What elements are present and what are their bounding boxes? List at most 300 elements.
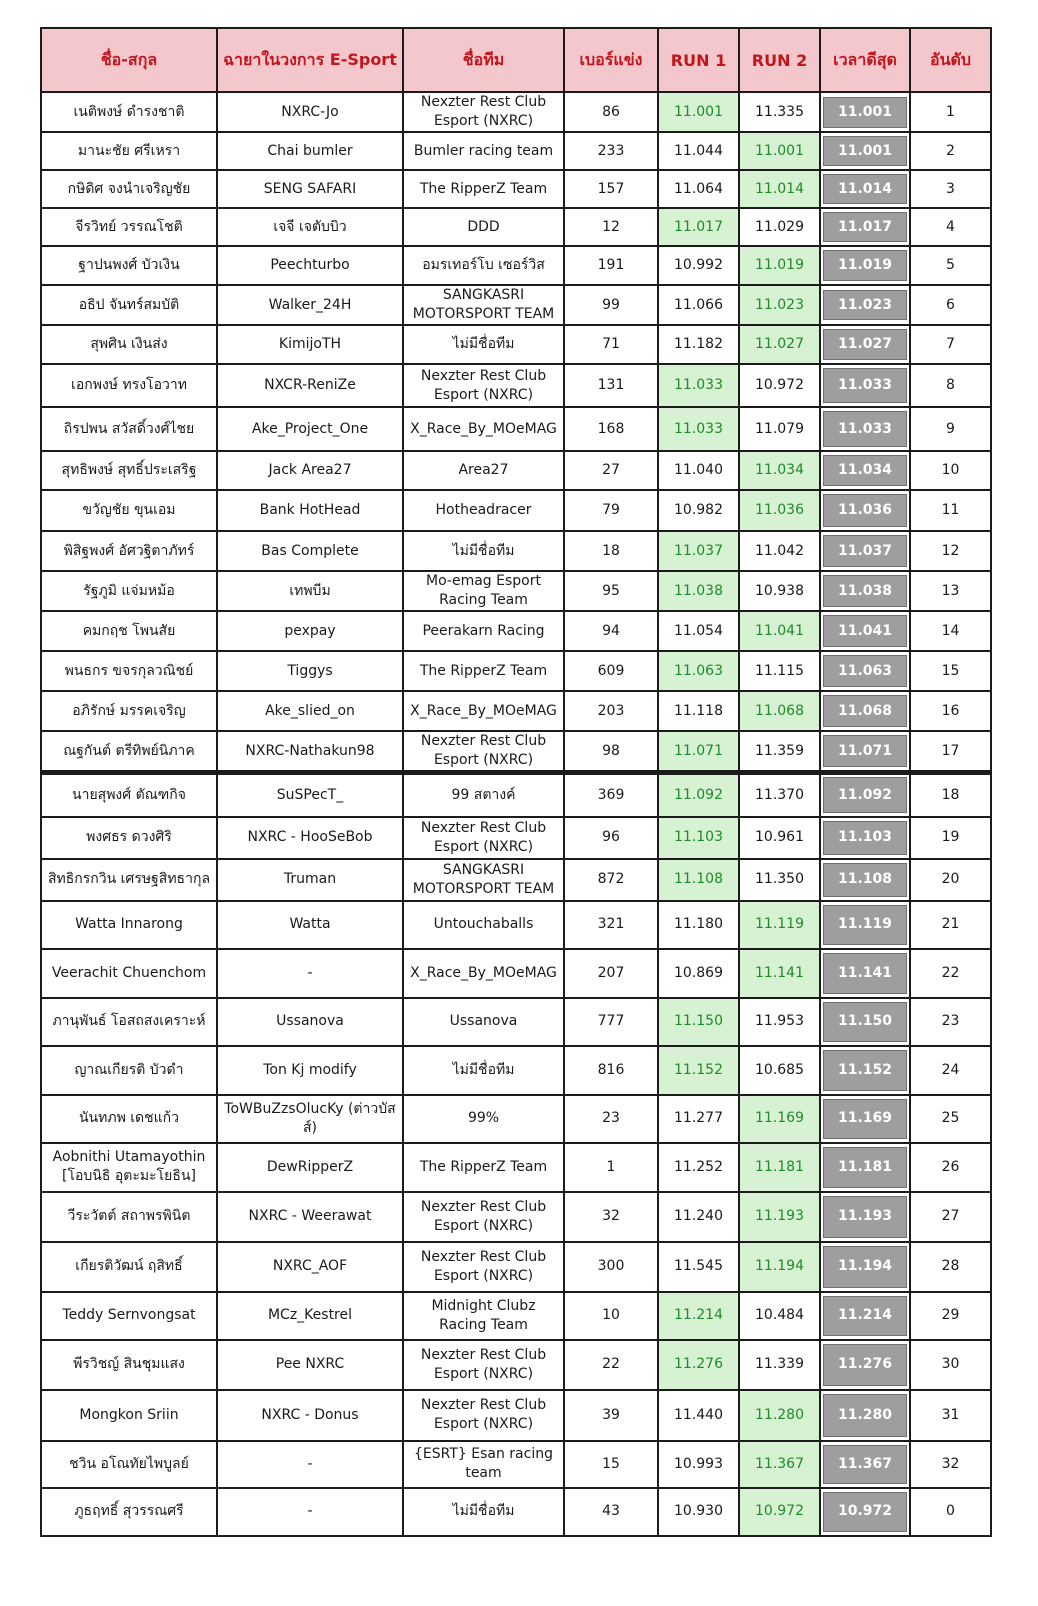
table-row bbox=[41, 571, 991, 611]
cell-best-time bbox=[820, 817, 910, 859]
cell-run2: 11.370 bbox=[739, 773, 820, 817]
cell-best-time bbox=[820, 901, 910, 949]
table-row bbox=[41, 949, 991, 998]
cell-team: SANGKASRI MOTORSPORT TEAM bbox=[403, 859, 564, 901]
cell-alias: Pee NXRC bbox=[217, 1340, 403, 1390]
cell-team: {ESRT} Esan racing team bbox=[403, 1441, 564, 1488]
cell-rank: 1 bbox=[910, 92, 991, 132]
best-time-value: 11.068 bbox=[823, 695, 907, 727]
cell-rank: 9 bbox=[910, 407, 991, 451]
table-row bbox=[41, 901, 991, 949]
cell-run1: 11.252 bbox=[658, 1143, 739, 1192]
cell-rank: 25 bbox=[910, 1095, 991, 1143]
cell-run2: 11.023 bbox=[739, 285, 820, 325]
cell-name: นายสุพงศ์ ตัณฑกิจ bbox=[41, 773, 217, 817]
cell-run2: 11.019 bbox=[739, 246, 820, 285]
cell-run1: 11.063 bbox=[658, 651, 739, 691]
cell-run2: 11.034 bbox=[739, 451, 820, 490]
cell-name: รัฐภูมิ แจ่มหม้อ bbox=[41, 571, 217, 611]
cell-run2: 11.042 bbox=[739, 531, 820, 571]
cell-run2: 11.027 bbox=[739, 325, 820, 364]
results-table bbox=[40, 27, 992, 1537]
cell-alias: เทพบีม bbox=[217, 571, 403, 611]
cell-rank: 6 bbox=[910, 285, 991, 325]
cell-alias: NXRC_AOF bbox=[217, 1242, 403, 1292]
cell-alias: NXCR-ReniZe bbox=[217, 364, 403, 407]
cell-alias: - bbox=[217, 949, 403, 998]
best-time-value: 11.152 bbox=[823, 1050, 907, 1091]
cell-run2: 10.961 bbox=[739, 817, 820, 859]
table-row bbox=[41, 451, 991, 490]
cell-rank: 0 bbox=[910, 1488, 991, 1536]
cell-number: 99 bbox=[564, 285, 658, 325]
cell-alias: DewRipperZ bbox=[217, 1143, 403, 1192]
cell-alias: MCz_Kestrel bbox=[217, 1292, 403, 1340]
cell-rank: 23 bbox=[910, 998, 991, 1046]
cell-number: 43 bbox=[564, 1488, 658, 1536]
cell-run1: 10.993 bbox=[658, 1441, 739, 1488]
cell-alias: Walker_24H bbox=[217, 285, 403, 325]
cell-number: 39 bbox=[564, 1390, 658, 1441]
cell-best-time bbox=[820, 92, 910, 132]
cell-run1: 11.276 bbox=[658, 1340, 739, 1390]
table-row bbox=[41, 132, 991, 170]
cell-team: ไม่มีชื่อทีม bbox=[403, 1488, 564, 1536]
cell-team: Nexzter Rest Club Esport (NXRC) bbox=[403, 817, 564, 859]
cell-name: วีระวัตต์ สถาพรพินิต bbox=[41, 1192, 217, 1242]
cell-name: พนธกร ขจรกุลวณิชย์ bbox=[41, 651, 217, 691]
cell-run2: 11.359 bbox=[739, 731, 820, 773]
table-row bbox=[41, 731, 991, 773]
best-time-value: 11.036 bbox=[823, 494, 907, 527]
header-rank: อันดับ bbox=[910, 28, 991, 92]
cell-team: Midnight Clubz Racing Team bbox=[403, 1292, 564, 1340]
cell-number: 203 bbox=[564, 691, 658, 731]
cell-run2: 11.029 bbox=[739, 208, 820, 246]
cell-number: 86 bbox=[564, 92, 658, 132]
cell-run1: 11.182 bbox=[658, 325, 739, 364]
table-row bbox=[41, 1390, 991, 1441]
cell-alias: Tiggys bbox=[217, 651, 403, 691]
cell-rank: 24 bbox=[910, 1046, 991, 1095]
cell-best-time bbox=[820, 285, 910, 325]
cell-alias: Ussanova bbox=[217, 998, 403, 1046]
cell-number: 233 bbox=[564, 132, 658, 170]
cell-run2: 10.938 bbox=[739, 571, 820, 611]
cell-run2: 11.194 bbox=[739, 1242, 820, 1292]
cell-run1: 11.037 bbox=[658, 531, 739, 571]
best-time-value: 11.001 bbox=[823, 136, 907, 166]
cell-number: 94 bbox=[564, 611, 658, 651]
cell-name: อภิรักษ์ มรรคเจริญ bbox=[41, 691, 217, 731]
table-row bbox=[41, 1192, 991, 1242]
cell-number: 22 bbox=[564, 1340, 658, 1390]
cell-run2: 11.367 bbox=[739, 1441, 820, 1488]
cell-number: 131 bbox=[564, 364, 658, 407]
cell-number: 207 bbox=[564, 949, 658, 998]
cell-run1: 11.152 bbox=[658, 1046, 739, 1095]
cell-team: ไม่มีชื่อทีม bbox=[403, 531, 564, 571]
cell-run1: 11.150 bbox=[658, 998, 739, 1046]
cell-number: 321 bbox=[564, 901, 658, 949]
best-time-value: 11.017 bbox=[823, 212, 907, 242]
cell-run1: 11.118 bbox=[658, 691, 739, 731]
cell-best-time bbox=[820, 1242, 910, 1292]
best-time-value: 11.169 bbox=[823, 1099, 907, 1139]
cell-run1: 11.064 bbox=[658, 170, 739, 208]
cell-team: Nexzter Rest Club Esport (NXRC) bbox=[403, 731, 564, 773]
cell-name: สุทธิพงษ์ สุทธิ์ประเสริฐ bbox=[41, 451, 217, 490]
cell-best-time bbox=[820, 1488, 910, 1536]
cell-run2: 11.335 bbox=[739, 92, 820, 132]
cell-run2: 11.339 bbox=[739, 1340, 820, 1390]
cell-best-time bbox=[820, 1340, 910, 1390]
cell-name: ณฐกันต์ ตรีทิพย์นิภาค bbox=[41, 731, 217, 773]
cell-best-time bbox=[820, 490, 910, 531]
table-row bbox=[41, 1242, 991, 1292]
cell-alias: เจจี เจตับบิว bbox=[217, 208, 403, 246]
cell-team: X_Race_By_MOeMAG bbox=[403, 691, 564, 731]
cell-run1: 11.545 bbox=[658, 1242, 739, 1292]
cell-rank: 4 bbox=[910, 208, 991, 246]
header-team: ชื่อทีม bbox=[403, 28, 564, 92]
table-row bbox=[41, 651, 991, 691]
best-time-value: 11.071 bbox=[823, 735, 907, 767]
cell-team: X_Race_By_MOeMAG bbox=[403, 949, 564, 998]
best-time-value: 11.038 bbox=[823, 575, 907, 607]
cell-best-time bbox=[820, 170, 910, 208]
cell-name: ขวัญชัย ขุนเอม bbox=[41, 490, 217, 531]
cell-team: The RipperZ Team bbox=[403, 170, 564, 208]
cell-best-time bbox=[820, 571, 910, 611]
cell-alias: ToWBuZzsOlucKy (ต่าวบัสส์) bbox=[217, 1095, 403, 1143]
cell-run1: 11.038 bbox=[658, 571, 739, 611]
cell-name: Mongkon Sriin bbox=[41, 1390, 217, 1441]
cell-number: 816 bbox=[564, 1046, 658, 1095]
cell-run1: 11.180 bbox=[658, 901, 739, 949]
cell-team: DDD bbox=[403, 208, 564, 246]
header-alias: ฉายาในวงการ E-Sport bbox=[217, 28, 403, 92]
best-time-value: 11.194 bbox=[823, 1246, 907, 1288]
cell-run2: 11.141 bbox=[739, 949, 820, 998]
cell-best-time bbox=[820, 246, 910, 285]
best-time-value: 11.034 bbox=[823, 455, 907, 486]
table-row bbox=[41, 691, 991, 731]
header-row bbox=[41, 28, 991, 92]
cell-run2: 11.350 bbox=[739, 859, 820, 901]
cell-run1: 11.440 bbox=[658, 1390, 739, 1441]
table-row bbox=[41, 1046, 991, 1095]
cell-rank: 13 bbox=[910, 571, 991, 611]
cell-run2: 11.169 bbox=[739, 1095, 820, 1143]
cell-alias: Ton Kj modify bbox=[217, 1046, 403, 1095]
cell-rank: 7 bbox=[910, 325, 991, 364]
header-number: เบอร์แข่ง bbox=[564, 28, 658, 92]
cell-alias: Truman bbox=[217, 859, 403, 901]
cell-name: ภูธฤทธิ์ สุวรรณศรี bbox=[41, 1488, 217, 1536]
cell-team: Nexzter Rest Club Esport (NXRC) bbox=[403, 92, 564, 132]
cell-run1: 11.044 bbox=[658, 132, 739, 170]
cell-team: Area27 bbox=[403, 451, 564, 490]
cell-team: ไม่มีชื่อทีม bbox=[403, 1046, 564, 1095]
cell-run2: 11.014 bbox=[739, 170, 820, 208]
table-row bbox=[41, 611, 991, 651]
cell-team: X_Race_By_MOeMAG bbox=[403, 407, 564, 451]
cell-team: Untouchaballs bbox=[403, 901, 564, 949]
table-row bbox=[41, 285, 991, 325]
header-best-time: เวลาดีสุด bbox=[820, 28, 910, 92]
best-time-value: 11.037 bbox=[823, 535, 907, 567]
cell-best-time bbox=[820, 325, 910, 364]
best-time-value: 11.150 bbox=[823, 1002, 907, 1042]
best-time-value: 11.063 bbox=[823, 655, 907, 687]
best-time-value: 11.033 bbox=[823, 411, 907, 447]
cell-alias: KimijoTH bbox=[217, 325, 403, 364]
cell-run2: 11.115 bbox=[739, 651, 820, 691]
cell-number: 872 bbox=[564, 859, 658, 901]
cell-run1: 10.982 bbox=[658, 490, 739, 531]
cell-name: Veerachit Chuenchom bbox=[41, 949, 217, 998]
best-time-value: 11.027 bbox=[823, 329, 907, 360]
cell-alias: Bas Complete bbox=[217, 531, 403, 571]
cell-run1: 11.092 bbox=[658, 773, 739, 817]
cell-rank: 26 bbox=[910, 1143, 991, 1192]
cell-number: 10 bbox=[564, 1292, 658, 1340]
cell-name: ถิรปพน สวัสดิ์วงศ์ไชย bbox=[41, 407, 217, 451]
cell-alias: SuSPecT_ bbox=[217, 773, 403, 817]
cell-run2: 10.484 bbox=[739, 1292, 820, 1340]
table-row bbox=[41, 1095, 991, 1143]
cell-best-time bbox=[820, 132, 910, 170]
cell-name: สิทธิกรกวิน เศรษฐสิทธากุล bbox=[41, 859, 217, 901]
cell-best-time bbox=[820, 731, 910, 773]
table-row bbox=[41, 246, 991, 285]
table-row bbox=[41, 407, 991, 451]
cell-name: ญาณเกียรติ บัวดำ bbox=[41, 1046, 217, 1095]
cell-alias: Ake_slied_on bbox=[217, 691, 403, 731]
cell-rank: 17 bbox=[910, 731, 991, 773]
cell-alias: SENG SAFARI bbox=[217, 170, 403, 208]
cell-run1: 10.930 bbox=[658, 1488, 739, 1536]
cell-team: อมรเทอร์โบ เซอร์วิส bbox=[403, 246, 564, 285]
table-row bbox=[41, 773, 991, 817]
cell-run1: 11.066 bbox=[658, 285, 739, 325]
table-row bbox=[41, 817, 991, 859]
best-time-value: 11.019 bbox=[823, 250, 907, 281]
cell-rank: 31 bbox=[910, 1390, 991, 1441]
cell-run2: 11.953 bbox=[739, 998, 820, 1046]
cell-rank: 5 bbox=[910, 246, 991, 285]
cell-best-time bbox=[820, 1441, 910, 1488]
cell-alias: - bbox=[217, 1488, 403, 1536]
cell-run2: 11.068 bbox=[739, 691, 820, 731]
cell-run1: 11.214 bbox=[658, 1292, 739, 1340]
header-name: ชื่อ-สกุล bbox=[41, 28, 217, 92]
cell-name: ภานุพันธ์ โอสถสงเคราะห์ bbox=[41, 998, 217, 1046]
cell-name: ฐาปนพงศ์ บัวเงิน bbox=[41, 246, 217, 285]
cell-run1: 10.992 bbox=[658, 246, 739, 285]
cell-alias: pexpay bbox=[217, 611, 403, 651]
best-time-value: 11.033 bbox=[823, 368, 907, 403]
best-time-value: 11.181 bbox=[823, 1147, 907, 1188]
cell-number: 98 bbox=[564, 731, 658, 773]
cell-name: นันทภพ เดชแก้ว bbox=[41, 1095, 217, 1143]
cell-name: พิสิฐพงศ์ อัศวฐิตาภัทร์ bbox=[41, 531, 217, 571]
cell-run1: 11.071 bbox=[658, 731, 739, 773]
cell-run1: 11.240 bbox=[658, 1192, 739, 1242]
cell-alias: Jack Area27 bbox=[217, 451, 403, 490]
cell-rank: 28 bbox=[910, 1242, 991, 1292]
cell-number: 95 bbox=[564, 571, 658, 611]
cell-alias: NXRC - Donus bbox=[217, 1390, 403, 1441]
cell-rank: 18 bbox=[910, 773, 991, 817]
header-run1: RUN 1 bbox=[658, 28, 739, 92]
cell-number: 18 bbox=[564, 531, 658, 571]
cell-best-time bbox=[820, 949, 910, 998]
table-row bbox=[41, 1441, 991, 1488]
cell-rank: 10 bbox=[910, 451, 991, 490]
cell-rank: 20 bbox=[910, 859, 991, 901]
cell-rank: 2 bbox=[910, 132, 991, 170]
cell-run2: 11.181 bbox=[739, 1143, 820, 1192]
cell-team: Nexzter Rest Club Esport (NXRC) bbox=[403, 1192, 564, 1242]
cell-run2: 10.972 bbox=[739, 364, 820, 407]
cell-rank: 15 bbox=[910, 651, 991, 691]
cell-run2: 10.685 bbox=[739, 1046, 820, 1095]
cell-team: Nexzter Rest Club Esport (NXRC) bbox=[403, 1390, 564, 1441]
table-row bbox=[41, 859, 991, 901]
cell-number: 79 bbox=[564, 490, 658, 531]
best-time-value: 11.367 bbox=[823, 1445, 907, 1484]
cell-team: 99% bbox=[403, 1095, 564, 1143]
cell-name: พงศธร ดวงศิริ bbox=[41, 817, 217, 859]
cell-run2: 11.001 bbox=[739, 132, 820, 170]
best-time-value: 11.014 bbox=[823, 174, 907, 204]
cell-name: มานะชัย ศรีเหรา bbox=[41, 132, 217, 170]
cell-rank: 30 bbox=[910, 1340, 991, 1390]
cell-run1: 11.277 bbox=[658, 1095, 739, 1143]
cell-number: 777 bbox=[564, 998, 658, 1046]
cell-best-time bbox=[820, 651, 910, 691]
cell-number: 1 bbox=[564, 1143, 658, 1192]
cell-number: 12 bbox=[564, 208, 658, 246]
cell-team: 99 สตางค์ bbox=[403, 773, 564, 817]
cell-number: 96 bbox=[564, 817, 658, 859]
cell-alias: Ake_Project_One bbox=[217, 407, 403, 451]
cell-name: เอกพงษ์ ทรงโอวาท bbox=[41, 364, 217, 407]
cell-alias: - bbox=[217, 1441, 403, 1488]
cell-rank: 3 bbox=[910, 170, 991, 208]
cell-best-time bbox=[820, 1095, 910, 1143]
cell-best-time bbox=[820, 1292, 910, 1340]
cell-name: Watta Innarong bbox=[41, 901, 217, 949]
cell-name: Aobnithi Utamayothin [โอบนิธิ อุตะมะโยธิน] bbox=[41, 1143, 217, 1192]
best-time-value: 11.108 bbox=[823, 863, 907, 897]
cell-name: กษิดิศ จงนำเจริญชัย bbox=[41, 170, 217, 208]
cell-alias: Bank HotHead bbox=[217, 490, 403, 531]
cell-run2: 11.280 bbox=[739, 1390, 820, 1441]
cell-alias: NXRC-Nathakun98 bbox=[217, 731, 403, 773]
table-row bbox=[41, 1488, 991, 1536]
cell-team: The RipperZ Team bbox=[403, 651, 564, 691]
cell-best-time bbox=[820, 407, 910, 451]
cell-number: 23 bbox=[564, 1095, 658, 1143]
cell-run1: 11.103 bbox=[658, 817, 739, 859]
cell-team: Mo-emag Esport Racing Team bbox=[403, 571, 564, 611]
cell-best-time bbox=[820, 859, 910, 901]
cell-alias: NXRC - Weerawat bbox=[217, 1192, 403, 1242]
best-time-value: 11.280 bbox=[823, 1394, 907, 1437]
cell-team: Nexzter Rest Club Esport (NXRC) bbox=[403, 1340, 564, 1390]
cell-team: Nexzter Rest Club Esport (NXRC) bbox=[403, 1242, 564, 1292]
table-row bbox=[41, 1292, 991, 1340]
cell-number: 27 bbox=[564, 451, 658, 490]
cell-run2: 11.079 bbox=[739, 407, 820, 451]
best-time-value: 11.119 bbox=[823, 905, 907, 945]
cell-run1: 10.869 bbox=[658, 949, 739, 998]
cell-team: ไม่มีชื่อทีม bbox=[403, 325, 564, 364]
cell-alias: NXRC - HooSeBob bbox=[217, 817, 403, 859]
results-body bbox=[41, 92, 991, 1536]
table-row bbox=[41, 1143, 991, 1192]
table-row bbox=[41, 170, 991, 208]
table-row bbox=[41, 208, 991, 246]
cell-run1: 11.108 bbox=[658, 859, 739, 901]
table-row bbox=[41, 325, 991, 364]
cell-best-time bbox=[820, 1192, 910, 1242]
cell-team: SANGKASRI MOTORSPORT TEAM bbox=[403, 285, 564, 325]
cell-name: ชวิน อโณทัยไพบูลย์ bbox=[41, 1441, 217, 1488]
best-time-value: 11.193 bbox=[823, 1196, 907, 1238]
cell-team: Bumler racing team bbox=[403, 132, 564, 170]
best-time-value: 11.276 bbox=[823, 1344, 907, 1386]
best-time-value: 11.092 bbox=[823, 777, 907, 813]
cell-alias: Peechturbo bbox=[217, 246, 403, 285]
cell-best-time bbox=[820, 1143, 910, 1192]
cell-rank: 29 bbox=[910, 1292, 991, 1340]
cell-run1: 11.033 bbox=[658, 364, 739, 407]
table-row bbox=[41, 1340, 991, 1390]
table-row bbox=[41, 531, 991, 571]
cell-rank: 19 bbox=[910, 817, 991, 859]
cell-run2: 10.972 bbox=[739, 1488, 820, 1536]
cell-number: 369 bbox=[564, 773, 658, 817]
cell-number: 300 bbox=[564, 1242, 658, 1292]
cell-name: Teddy Sernvongsat bbox=[41, 1292, 217, 1340]
cell-run2: 11.119 bbox=[739, 901, 820, 949]
cell-team: Hotheadracer bbox=[403, 490, 564, 531]
best-time-value: 11.023 bbox=[823, 290, 907, 320]
cell-name: เนติพงษ์ ดำรงชาติ bbox=[41, 92, 217, 132]
cell-number: 168 bbox=[564, 407, 658, 451]
cell-alias: NXRC-Jo bbox=[217, 92, 403, 132]
cell-number: 15 bbox=[564, 1441, 658, 1488]
cell-alias: Watta bbox=[217, 901, 403, 949]
cell-run2: 11.036 bbox=[739, 490, 820, 531]
cell-team: Nexzter Rest Club Esport (NXRC) bbox=[403, 364, 564, 407]
table-row bbox=[41, 92, 991, 132]
cell-best-time bbox=[820, 1046, 910, 1095]
table-row bbox=[41, 364, 991, 407]
cell-team: Ussanova bbox=[403, 998, 564, 1046]
cell-team: Peerakarn Racing bbox=[403, 611, 564, 651]
cell-name: พีรวิชญ์ สินชุมแสง bbox=[41, 1340, 217, 1390]
cell-rank: 14 bbox=[910, 611, 991, 651]
best-time-value: 11.041 bbox=[823, 615, 907, 647]
cell-rank: 11 bbox=[910, 490, 991, 531]
cell-rank: 27 bbox=[910, 1192, 991, 1242]
cell-run1: 11.040 bbox=[658, 451, 739, 490]
